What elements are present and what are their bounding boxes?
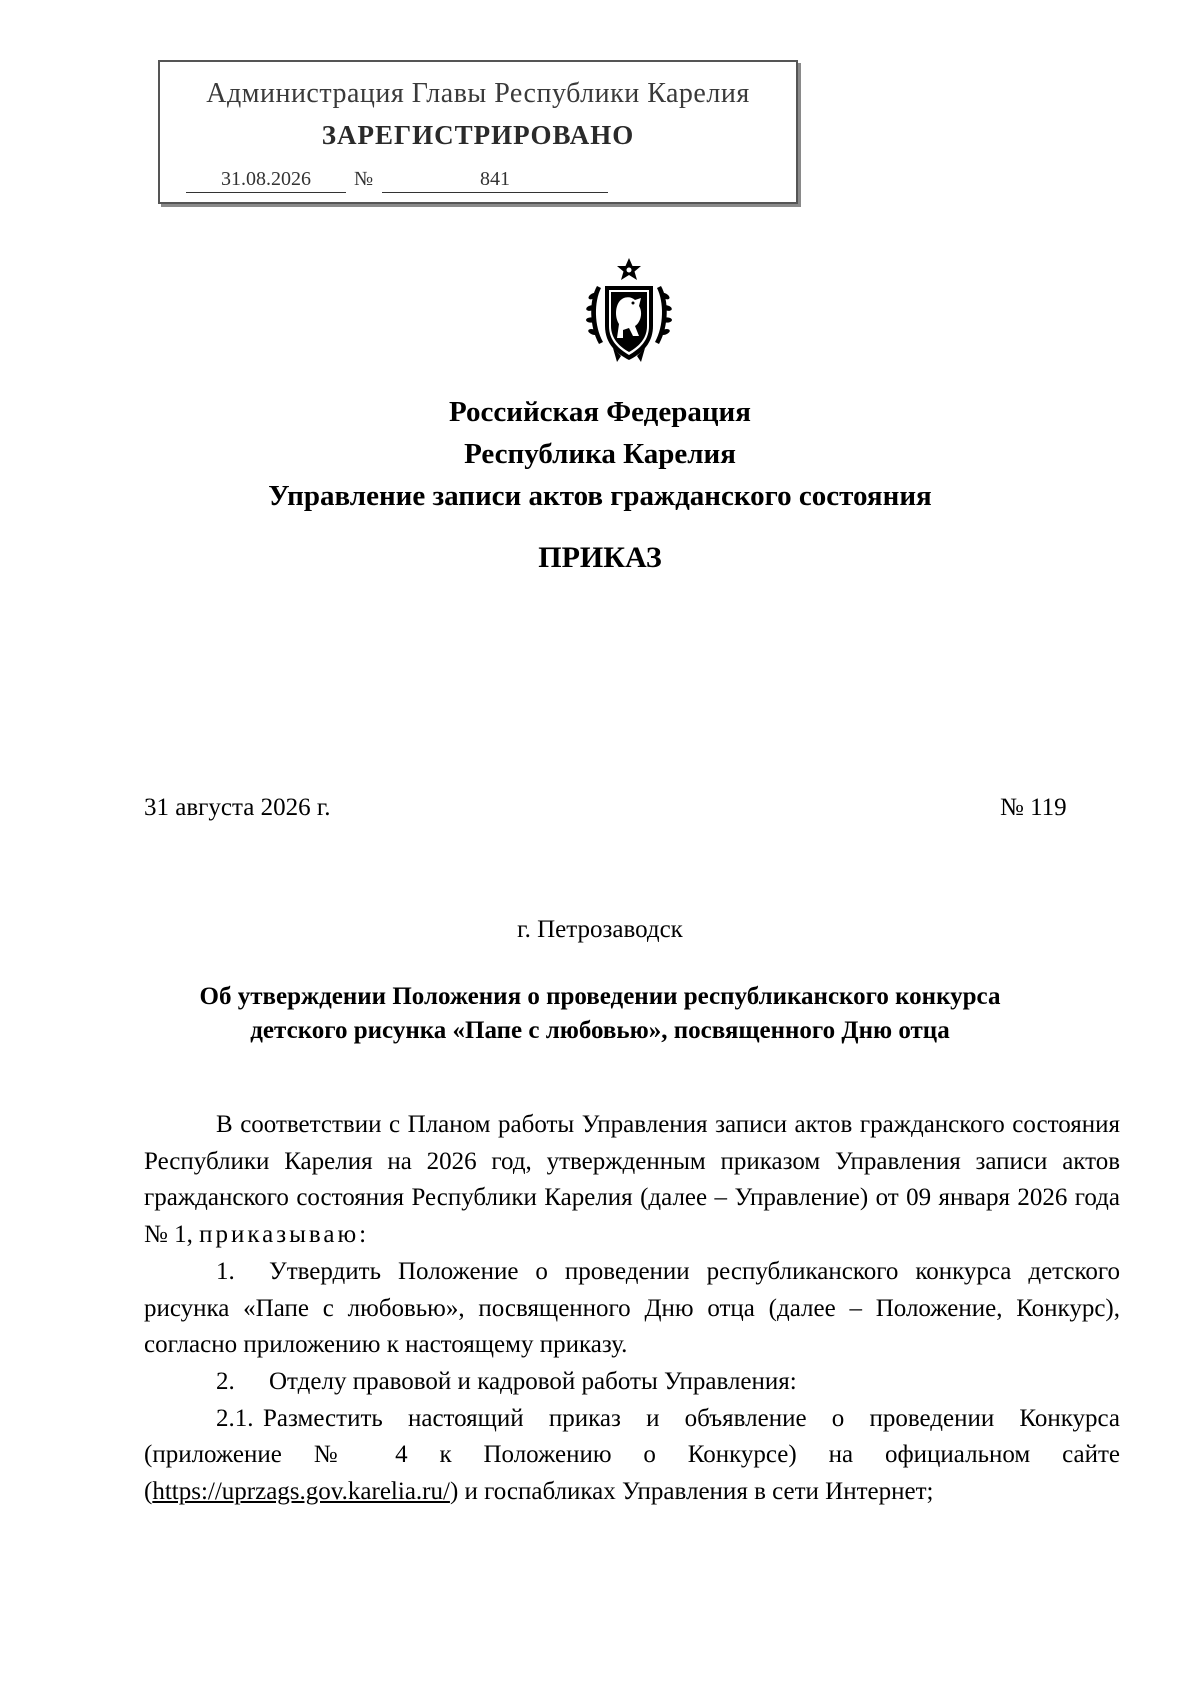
order-directive: приказываю: <box>199 1221 370 1249</box>
order-date: 31 августа 2026 г. <box>144 794 331 821</box>
subject-line-2: детского рисунка «Папе с любовью», посвященного Дню отца <box>250 1017 950 1044</box>
header-country: Российская Федерация <box>449 396 751 428</box>
list-item-1 <box>144 1254 1120 1364</box>
subject-line-1: Об утверждении Положения о проведении республиканского конкурса <box>199 983 1001 1010</box>
document-type-title: ПРИКАЗ <box>538 541 662 574</box>
list-item-2-number: 2. <box>216 1367 235 1395</box>
preamble-text: В соответствии с Планом работы Управления записи актов гражданского состояния Республики Карелия на 2026 год, утвержденным приказом Управления записи актов гражданского состояния Республики Карелия (далее – Управление) от 09 января 2026 года № 1, <box>144 1111 1120 1249</box>
list-item-2-1-number: 2.1. <box>216 1404 254 1432</box>
stamp-registered-text: ЗАРЕГИСТРИРОВАНО <box>321 120 635 150</box>
list-item-2-text: Отделу правовой и кадровой работы Управления: <box>269 1367 797 1395</box>
list-item-2 <box>144 1364 1120 1401</box>
order-subject <box>120 980 1080 1048</box>
list-item-1-text: Утвердить Положение о проведении республиканского конкурса детского рисунка «Папе с любовью», посвященного Дню отца (далее – Положение, Конкурс), согласно приложению к настоящему приказу. <box>144 1257 1120 1359</box>
registration-stamp <box>158 60 798 204</box>
stamp-date: 31.08.2026 <box>186 166 346 193</box>
order-city: г. Петрозаводск <box>517 916 683 943</box>
preamble-paragraph <box>144 1107 1120 1254</box>
website-link[interactable]: https://uprzags.gov.karelia.ru/ <box>152 1478 450 1506</box>
karelia-coat-of-arms-icon <box>583 256 675 368</box>
stamp-administration-text: Администрация Главы Республики Карелия <box>206 78 750 109</box>
stamp-number-label: № <box>354 168 374 190</box>
stamp-number: 841 <box>382 166 608 193</box>
list-item-2-1 <box>144 1401 1120 1511</box>
order-number: № 119 <box>1000 794 1067 821</box>
header-republic: Республика Карелия <box>464 438 736 470</box>
header-agency: Управление записи актов гражданского состояния <box>268 480 932 512</box>
list-item-2-1-text-b: ) и госпабликах Управления в сети Интернет; <box>449 1478 934 1506</box>
order-body <box>144 1107 1120 1511</box>
list-item-2-1-text-a: Разместить настоящий приказ и объявление о проведении Конкурса (приложение № 4 к Положению о Конкурсе) на официальном сайте ( <box>144 1404 1120 1506</box>
list-item-1-number: 1. <box>216 1257 235 1285</box>
